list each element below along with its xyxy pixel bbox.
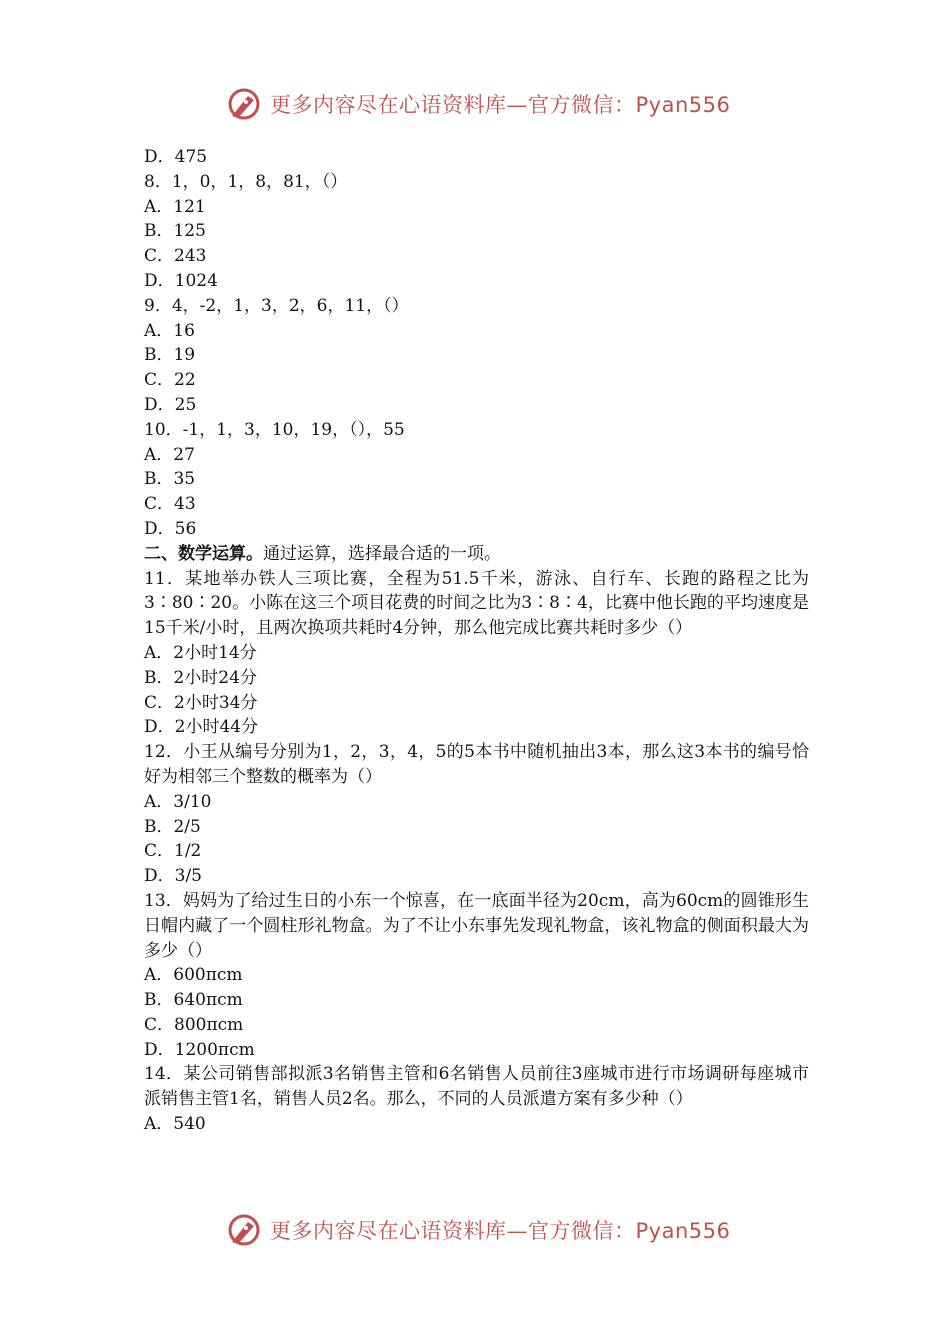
- option-line: D．1024: [144, 270, 218, 291]
- question-9: 9．4，-2，1，3，2，6，11，（）: [144, 295, 409, 316]
- question-10: 10．-1，1，3，10，19，（），55: [144, 419, 405, 440]
- pen-nib-logo-icon: [226, 86, 262, 122]
- section-heading: [144, 542, 809, 567]
- option-line: C．2小时34分: [144, 692, 258, 713]
- option-line: D．475: [144, 147, 208, 167]
- option-line: C．800πcm: [144, 1014, 244, 1035]
- watermark-banner-top: [226, 84, 746, 124]
- option-line: D．56: [144, 518, 197, 539]
- option-line: C．243: [144, 246, 207, 267]
- watermark-banner-bottom: [226, 1210, 746, 1250]
- option-line: B．2/5: [144, 816, 201, 837]
- option-line: C．43: [144, 494, 196, 515]
- pen-nib-logo-icon: [226, 1212, 262, 1248]
- section-title: 二、数学运算。: [144, 543, 263, 564]
- option-line: D．3/5: [144, 866, 202, 887]
- question-8: 8．1，0，1，8，81，（）: [144, 171, 348, 192]
- option-line: A．3/10: [144, 791, 212, 812]
- option-line: A．600πcm: [144, 965, 243, 986]
- question-13: 13．妈妈为了给过生日的小东一个惊喜，在一底面半径为20cm，高为60cm的圆锥形生日帽内藏了一个圆柱形礼物盒。为了不让小东事先发现礼物盒，该礼物盒的侧面积最大为多少（）: [144, 890, 809, 961]
- option-line: A．27: [144, 444, 195, 465]
- option-line: D．2小时44分: [144, 717, 259, 738]
- option-line: A．2小时14分: [144, 642, 257, 663]
- wechat-id: Pyan556: [635, 1219, 731, 1243]
- option-line: A．540: [144, 1114, 206, 1135]
- watermark-text: 更多内容尽在心语资料库—官方微信：Pyan556: [270, 93, 731, 117]
- option-line: B．19: [144, 345, 196, 366]
- option-line: B．35: [144, 469, 196, 490]
- option-line: C．22: [144, 370, 196, 391]
- section-description: 通过运算，选择最合适的一项。: [263, 543, 501, 564]
- question-11: 11．某地举办铁人三项比赛，全程为51.5千米，游泳、自行车、长跑的路程之比为3∶80∶20。小陈在这三个项目花费的时间之比为3∶8∶4，比赛中他长跑的平均速度是15千米/小时，且两次换项共耗时4分钟，那么他完成比赛共耗时多少（）: [144, 568, 809, 639]
- option-line: D．25: [144, 394, 197, 415]
- question-14: 14．某公司销售部拟派3名销售主管和6名销售人员前往3座城市进行市场调研每座城市派销售主管1名，销售人员2名。那么，不同的人员派遣方案有多少种（）: [144, 1064, 809, 1110]
- question-12: 12．小王从编号分别为1，2，3，4，5的5本书中随机抽出3本，那么这3本书的编号恰好为相邻三个整数的概率为（）: [144, 742, 809, 787]
- option-line: D．1200πcm: [144, 1039, 255, 1060]
- option-line: A．16: [144, 320, 195, 341]
- document-body: [144, 145, 809, 1137]
- watermark-text: 更多内容尽在心语资料库—官方微信：Pyan556: [270, 1219, 731, 1243]
- option-line: B．2小时24分: [144, 667, 257, 688]
- option-line: C．1/2: [144, 841, 202, 862]
- option-line: B．640πcm: [144, 990, 243, 1011]
- wechat-id: Pyan556: [635, 93, 731, 117]
- option-line: A．121: [144, 196, 206, 217]
- option-line: B．125: [144, 221, 206, 242]
